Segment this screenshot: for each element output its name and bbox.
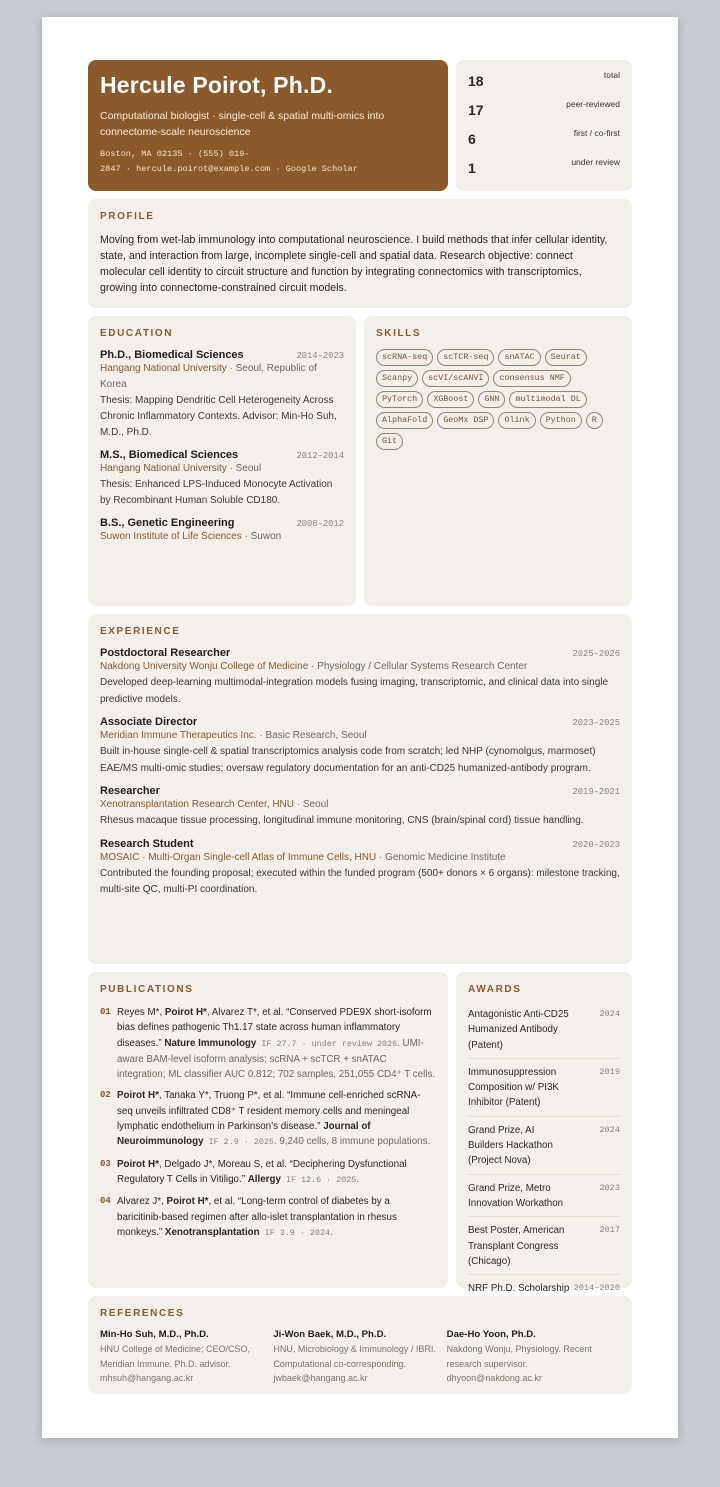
- experience-section: [88, 614, 632, 964]
- reference-line: research supervisor.: [446, 1358, 528, 1369]
- experience-desc: Developed deep-learning multimodal-integration models fusing imaging, transcriptomic, and clinical data into single predictive models.: [100, 677, 609, 705]
- publication-note: . 9,240 cells, 8 immune populations.: [273, 1136, 431, 1148]
- award-item: [468, 1005, 620, 1059]
- department: · Genomic Medicine Institute: [376, 851, 506, 863]
- degree: B.S., Genetic Engineering: [100, 517, 235, 529]
- date-range: 2023–2025: [572, 718, 620, 728]
- date-range: 2008–2012: [296, 519, 344, 529]
- skill-chip: Git: [376, 433, 403, 450]
- reference-line: Meridian Immune. Ph.D. advisor.: [100, 1358, 231, 1369]
- publication-item: [100, 1194, 436, 1241]
- stat-under-review: [468, 157, 620, 186]
- experience-entry: [100, 647, 620, 708]
- school-name: Hangang National University: [100, 463, 227, 474]
- skill-chip: AlphaFold: [376, 412, 433, 429]
- journal-meta: IF 2.9 · 2025: [203, 1137, 274, 1148]
- experience-desc: Rhesus macaque tissue processing, longitudinal immune monitoring, CNS (brain/spinal cord) tissue handling.: [100, 815, 584, 826]
- award-name: Grand Prize, AI Builders Hackathon (Project Nova): [468, 1124, 553, 1167]
- school-place: · Seoul: [226, 463, 262, 474]
- stat-number: 1: [468, 160, 476, 176]
- stat-total: [468, 70, 620, 99]
- award-name: Grand Prize, Metro Innovation Workathon: [468, 1182, 564, 1209]
- author-self: Poirot H*: [166, 1196, 209, 1208]
- citation-text: , Delgado J*, Moreau S, et al. “Deciphering Dysfunctional Regulatory T Cells in Vitiligo.”: [117, 1158, 407, 1185]
- journal-meta: IF 27.7 · under review 2026: [256, 1038, 398, 1049]
- education-entry: [100, 517, 344, 545]
- author-self: Poirot H*: [164, 1007, 207, 1018]
- date-range: 2012–2014: [296, 451, 344, 461]
- school-name: Hangang National University: [100, 363, 227, 374]
- stat-peer-reviewed: [468, 99, 620, 128]
- award-item: [468, 1221, 620, 1275]
- education-section: [88, 316, 356, 606]
- reference-item: [447, 1329, 620, 1386]
- journal-meta: IF 12.6 · 2025: [280, 1174, 357, 1185]
- experience-desc: Contributed the founding proposal; executed within the funded program (500+ donors × 6 organs): milestone tracking, multi-site QC, multi-PI coordination.: [100, 867, 620, 895]
- profile-section: [88, 199, 632, 308]
- profile-text: Moving from wet-lab immunology into computational neuroscience. I build methods that infer cellular identity, state, and interaction from large, incomplete single-cell and spatial data. Research objective: connect molecular cell identity to circuit structure and function by integrating connectomics with transcriptomics, growing into connectome-constrained circuit models.: [100, 234, 608, 294]
- publication-number: 03: [100, 1158, 111, 1169]
- experience-desc: Built in-house single-cell & spatial transcriptomics analysis code from scratch; led NHP (cynomolgus, marmoset) EAE/MS multi-omic studies; oversaw regulatory documentation for an anti-CD25 humanized-antibody program.: [100, 746, 596, 774]
- publication-item: [100, 1157, 436, 1189]
- award-name: Antagonistic Anti-CD25 Humanized Antibody (Patent): [468, 1009, 569, 1051]
- skill-chips: [376, 349, 620, 450]
- person-name: Hercule Poirot, Ph.D.: [100, 72, 333, 98]
- journal-name: Allergy: [247, 1173, 281, 1185]
- stat-number: 6: [468, 131, 476, 147]
- award-item: [468, 1063, 620, 1117]
- section-title: SKILLS: [376, 328, 422, 339]
- organization: Meridian Immune Therapeutics Inc.: [100, 730, 257, 741]
- tagline: Computational biologist · single-cell & spatial multi-omics into connectome-scale neuroscience: [100, 110, 385, 138]
- stat-label: peer-reviewed: [566, 99, 620, 109]
- journal-name: Nature Immunology: [164, 1037, 257, 1049]
- reference-line: Nakdong Wonju, Physiology. Recent: [446, 1344, 592, 1354]
- publication-number: 04: [100, 1196, 111, 1207]
- award-item: [468, 1179, 620, 1218]
- publication-stats: [456, 60, 632, 191]
- date-range: 2025–2026: [572, 649, 620, 659]
- section-title: PUBLICATIONS: [100, 984, 194, 995]
- stat-label: total: [603, 70, 620, 80]
- citation-text: , Tanaka Y*, Truong P*, et al. “Immune cell-enriched scRNA-seq unveils infiltrated CD8⁺ T resident memory cells and meningeal lymphatic endothelium in Parkinson’s disease.”: [117, 1090, 421, 1133]
- skill-chip: XGBoost: [427, 391, 474, 408]
- award-date: 2023: [599, 1182, 620, 1193]
- section-title: EDUCATION: [100, 328, 174, 339]
- reference-item: [100, 1329, 273, 1386]
- author-self: Poirot H*: [117, 1090, 159, 1102]
- skill-chip: Python: [540, 412, 582, 429]
- date-range: 2020–2023: [572, 839, 620, 850]
- job-role: Researcher: [100, 785, 160, 797]
- publication-item: [100, 1005, 436, 1082]
- skill-chip: PyTorch: [376, 391, 423, 408]
- department: · Basic Research, Seoul: [256, 730, 367, 741]
- education-desc: Thesis: Enhanced LPS-Induced Monocyte Activation by Recombinant Human Soluble CD180.: [100, 479, 333, 506]
- skills-section: [364, 316, 632, 606]
- reference-email[interactable]: jwbaek@hangang.ac.kr: [273, 1373, 368, 1383]
- reference-email[interactable]: dhyoon@nakdong.ac.kr: [446, 1373, 542, 1383]
- organization: MOSAIC · Multi-Organ Single-cell Atlas of Immune Cells, HNU: [100, 851, 377, 863]
- date-range: 2019–2021: [572, 787, 620, 797]
- department: · Seoul: [294, 799, 329, 810]
- citation-text: , Alvarez T*, et al. “Conserved PDE9X short-isoform bias defines pathogenic Th1.17 state across human inflammatory diseases.”: [117, 1007, 432, 1049]
- citation-text: , et al. “Long-term control of diabetes by a baricitinib-based regimen after allo-islet transplantation in rhesus monkeys.”: [117, 1196, 397, 1238]
- awards-section: [456, 972, 632, 1295]
- contact-info: [100, 147, 436, 177]
- reference-item: [273, 1329, 446, 1386]
- authors-pre: Alvarez J*,: [117, 1196, 167, 1208]
- contact-line-1: Boston, MA 02135 · (555) 019-: [100, 149, 250, 159]
- publication-number: 02: [100, 1090, 111, 1101]
- stat-label: first / co-first: [573, 128, 620, 138]
- award-name: Best Poster, American Transplant Congress (Chicago): [468, 1225, 565, 1267]
- experience-entry: [100, 785, 620, 830]
- reference-line: Computational co-corresponding.: [273, 1358, 406, 1369]
- organization: Nakdong University Wonju College of Medicine: [100, 661, 309, 672]
- job-role: Associate Director: [100, 716, 198, 728]
- journal-name: Xenotransplantation: [164, 1226, 260, 1238]
- skill-chip: R: [586, 412, 603, 429]
- reference-name: Min-Ho Suh, M.D., Ph.D.: [100, 1329, 209, 1340]
- education-desc: Thesis: Mapping Dendritic Cell Heterogeneity Across Chronic Inflammatory Contexts. Advisor: Min-Ho Suh, M.D., Ph.D.: [100, 395, 337, 438]
- publications-section: [88, 972, 448, 1288]
- publication-note: . UMI-aware BAM-level isoform analysis; scRNA + scTCR + snATAC integration; ML classifier AUC 0.812; 702 samples, 251,055 CD4⁺ T cells.: [117, 1037, 436, 1081]
- degree: Ph.D., Biomedical Sciences: [100, 349, 244, 361]
- award-date: 2019: [599, 1066, 620, 1077]
- references-section: [88, 1296, 632, 1394]
- skill-chip: scVI/scANVI: [422, 370, 489, 387]
- experience-entry: [100, 838, 620, 899]
- skill-chip: scRNA-seq: [376, 349, 433, 366]
- skill-chip: Scanpy: [376, 370, 418, 387]
- skill-chip: snATAC: [498, 349, 540, 366]
- section-title: PROFILE: [100, 211, 155, 222]
- reference-email[interactable]: mhsuh@hangang.ac.kr: [100, 1373, 194, 1383]
- reference-name: Dae-Ho Yoon, Ph.D.: [446, 1329, 536, 1340]
- job-role: Postdoctoral Researcher: [100, 647, 231, 659]
- experience-entry: [100, 716, 620, 777]
- award-date: 2017: [599, 1225, 620, 1236]
- school-place: · Suwon: [241, 531, 282, 542]
- section-title: AWARDS: [468, 984, 522, 995]
- stat-label: under review: [571, 157, 620, 167]
- job-role: Research Student: [100, 837, 194, 850]
- publication-item: [100, 1088, 436, 1150]
- reference-name: Ji-Won Baek, M.D., Ph.D.: [273, 1329, 387, 1340]
- contact-line-2: 2847 · hercule.poirot@example.com · Google Scholar: [100, 164, 358, 174]
- award-item: [468, 1121, 620, 1175]
- publication-note: .: [330, 1226, 333, 1238]
- publication-number: 01: [100, 1007, 111, 1017]
- skill-chip: Seurat: [545, 349, 587, 366]
- organization: Xenotransplantation Research Center, HNU: [100, 799, 294, 810]
- award-date: 2024: [599, 1124, 620, 1135]
- date-range: 2014–2023: [296, 351, 344, 361]
- education-entry: [100, 449, 344, 509]
- authors-pre: Reyes M*,: [117, 1007, 165, 1018]
- skill-chip: multimodal DL: [509, 391, 586, 408]
- author-self: Poirot H*: [117, 1158, 159, 1170]
- degree: M.S., Biomedical Sciences: [100, 449, 239, 461]
- skill-chip: consensus NMF: [493, 370, 570, 387]
- stat-number: 18: [468, 73, 484, 89]
- award-name: Immunosuppression Composition w/ PI3K Inhibitor (Patent): [468, 1066, 559, 1109]
- award-date: 2014–2020: [573, 1283, 620, 1294]
- header-banner: [88, 60, 448, 191]
- journal-meta: IF 3.9 · 2024: [259, 1227, 331, 1238]
- resume-sheet: [42, 17, 678, 1438]
- education-entry: [100, 349, 344, 441]
- reference-line: HNU College of Medicine; CEO/CSO,: [100, 1344, 251, 1354]
- department: · Physiology / Cellular Systems Research Center: [308, 661, 528, 672]
- section-title: EXPERIENCE: [100, 626, 181, 637]
- school-name: Suwon Institute of Life Sciences: [100, 531, 242, 542]
- journal-name: Journal of Neuroimmunology: [117, 1121, 371, 1148]
- stat-number: 17: [468, 102, 484, 118]
- skill-chip: Olink: [498, 412, 535, 429]
- reference-line: HNU, Microbiology & Immunology / IBRI.: [273, 1344, 436, 1354]
- award-name: NRF Ph.D. Scholarship: [468, 1283, 570, 1295]
- skill-chip: GNN: [478, 391, 505, 408]
- stat-first-author: [468, 128, 620, 157]
- award-date: 2024: [599, 1009, 620, 1019]
- skill-chip: GeoMx DSP: [437, 412, 494, 429]
- skill-chip: scTCR-seq: [437, 349, 494, 366]
- publication-note: .: [356, 1173, 360, 1185]
- school-place: · Seoul, Republic of Korea: [100, 363, 317, 390]
- section-title: REFERENCES: [100, 1308, 185, 1319]
